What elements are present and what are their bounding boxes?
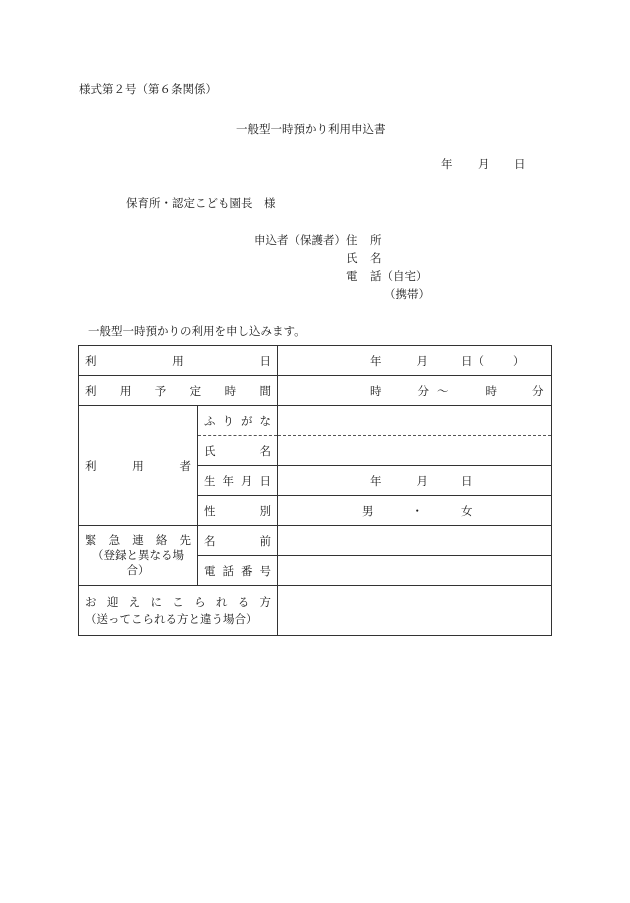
emergency-name-row: [79, 526, 552, 556]
form-title: 一般型一時預かり利用申込書: [236, 122, 386, 136]
sex-field[interactable]: 男 ・ 女: [278, 496, 552, 526]
emergency-name-label: 名 前: [198, 526, 278, 556]
pickup-label: お 迎 え に こ ら れ る 方 （送ってこられる方と違う場合）: [79, 586, 278, 636]
usage-time-label: 利 用 予 定 時 間: [79, 376, 278, 406]
user-name-field[interactable]: [278, 436, 552, 466]
furigana-row: [79, 406, 552, 436]
application-table: [78, 345, 552, 636]
name-label-1: 氏: [346, 251, 358, 265]
emergency-phone-field[interactable]: [278, 556, 552, 586]
date-month-label: 月: [478, 157, 490, 171]
sex-male-option[interactable]: 男: [362, 503, 374, 518]
birthdate-label: 生 年 月 日: [198, 466, 278, 496]
mobile-label: （携帯）: [384, 287, 430, 301]
phone-label-2: 話（自宅）: [370, 269, 428, 283]
name-label-2: 名: [370, 251, 382, 265]
usage-date-field[interactable]: 年 月 日（ ）: [278, 346, 552, 376]
usage-time-row: [79, 376, 552, 406]
date-day-label: 日: [514, 157, 526, 171]
address-label-2: 所: [370, 233, 382, 247]
pickup-field[interactable]: [278, 586, 552, 636]
intro-text: 一般型一時預かりの利用を申し込みます。: [88, 324, 306, 338]
user-label: 利 用 者: [79, 406, 198, 526]
date-year-label: 年: [441, 157, 453, 171]
emergency-phone-label: 電 話 番 号: [198, 556, 278, 586]
address-label-1: 住: [346, 233, 358, 247]
emergency-label: 緊 急 連 絡 先 （登録と異なる場 合）: [79, 526, 198, 586]
birthdate-field[interactable]: 年 月 日: [278, 466, 552, 496]
sex-female-option[interactable]: 女: [461, 503, 473, 518]
pickup-note: （送ってこられる方と違う場合）: [85, 611, 258, 626]
emergency-note-1: （登録と異なる場: [92, 548, 184, 562]
furigana-label: ふ り が な: [198, 406, 278, 436]
sex-label: 性 別: [198, 496, 278, 526]
pickup-row: [79, 586, 552, 636]
phone-label-1: 電: [346, 269, 358, 283]
emergency-note-2: 合）: [126, 563, 150, 577]
usage-date-row: [79, 346, 552, 376]
usage-date-label: 利 用 日: [79, 346, 278, 376]
applicant-label: 申込者（保護者）: [254, 233, 346, 247]
emergency-name-field[interactable]: [278, 526, 552, 556]
form-number: 様式第２号（第６条関係）: [79, 82, 217, 96]
furigana-field[interactable]: [278, 406, 552, 436]
user-name-label: 氏 名: [198, 436, 278, 466]
usage-time-field[interactable]: 時 分 ～ 時 分: [278, 376, 552, 406]
addressee: 保育所・認定こども園長 様: [126, 196, 276, 210]
